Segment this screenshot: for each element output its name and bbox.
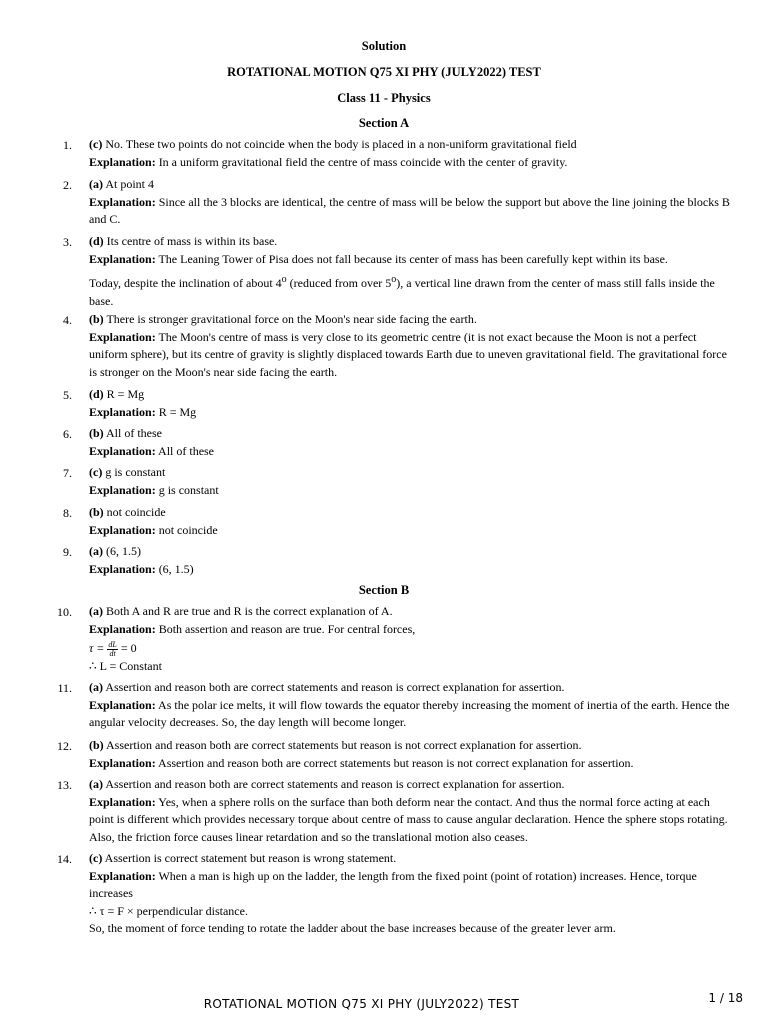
explanation-label: Explanation: [89,194,156,209]
question-number: 10. [57,605,72,619]
answer-text: g is constant [102,465,166,479]
answer-text: At point 4 [103,177,155,191]
explanation [89,329,734,382]
question-number: 3. [63,235,72,249]
answer-line [89,386,734,404]
equation-rhs: = 0 [117,641,137,655]
question-5 [89,386,734,421]
question-14 [89,850,734,938]
question-number: 14. [57,852,72,866]
explanation [89,251,734,269]
answer-line [89,776,734,794]
question-number: 6. [63,427,72,441]
explanation [89,697,734,732]
question-7 [89,464,734,499]
answer-text: (6, 1.5) [103,544,141,558]
question-11 [89,679,734,732]
answer-text: Both A and R are true and R is the correct explanation of A. [103,604,393,618]
question-13 [89,776,734,846]
question-6 [89,425,734,460]
explanation-text: In a uniform gravitational field the centre of mass coincide with the center of gravity. [155,154,568,169]
question-3 [89,233,734,310]
explanation-label: Explanation: [89,443,156,458]
section-a-heading: Section A [358,116,410,130]
explanation-continued [89,271,734,310]
explanation-text: Assertion and reason both are correct statements but reason is not correct explanation for assertion. [155,755,634,770]
answer-line [89,504,734,522]
explanation [89,794,734,847]
answer-line [89,311,734,329]
doc-class: Class 11 - Physics [337,91,431,105]
explanation-text: As the polar ice melts, it will flow towards the equator thereby increasing the moment of inertia of the earth. Hence the angular velocity decreases. So, the day length will become longer. [89,697,730,729]
explanation-text: Both assertion and reason are true. For central forces, [155,621,416,636]
explanation-label: Explanation: [89,482,156,497]
answer-option: (d) [89,387,104,401]
question-number: 4. [63,313,72,327]
answer-option: (a) [89,680,103,694]
question-10 [89,603,734,676]
page-number: 1 / 18 [708,991,743,1005]
torque-equation [89,638,734,658]
therefore-line: ∴ τ = F × perpendicular distance. [89,903,248,918]
answer-text: Assertion and reason both are correct statements and reason is correct explanation for assertion. [103,680,565,694]
explanation-text: g is constant [155,482,219,497]
explanation-label: Explanation: [89,794,156,809]
answer-option: (a) [89,777,103,791]
explanation [89,443,734,461]
explanation-text: R = Mg [155,404,197,419]
explanation [89,194,734,229]
answer-line [89,136,734,154]
answer-line [89,543,734,561]
explanation-label: Explanation: [89,404,156,419]
explanation-text: Since all the 3 blocks are identical, the centre of mass will be below the support but above the line joining the blocks B and C. [89,194,730,226]
explanation-label: Explanation: [89,154,156,169]
answer-line [89,603,734,621]
explanation [89,561,734,579]
answer-text: All of these [103,426,162,440]
answer-line [89,850,734,868]
doc-title: ROTATIONAL MOTION Q75 XI PHY (JULY2022) TEST [227,65,541,79]
answer-line [89,737,734,755]
explanation [89,404,734,422]
question-number: 5. [63,388,72,402]
question-number: 1. [63,138,72,152]
explanation-text: The Moon's centre of mass is very close to its geometric centre (it is not exact because the Moon is not a perfect uniform sphere), but its centre of gravity is slightly displaced towards Earth due to uneven gravitational field. The gravitational force is stronger on the Moon's near side facing the earth. [89,329,727,379]
explanation-text: (6, 1.5) [155,561,194,576]
answer-line [89,425,734,443]
answer-option: (b) [89,738,104,752]
explanation-label: Explanation: [89,251,156,266]
explanation-label: Explanation: [89,755,156,770]
degree-sup: o [391,274,397,285]
question-12 [89,737,734,772]
answer-option: (c) [89,851,103,865]
answer-line [89,233,734,251]
answer-text: Assertion is correct statement but reason is wrong statement. [102,851,397,865]
question-4 [89,311,734,381]
answer-text: Assertion and reason both are correct statements and reason is correct explanation for assertion. [103,777,565,791]
question-number: 12. [57,739,72,753]
conclusion-line: So, the moment of force tending to rotate the ladder about the base increases because of the greater lever arm. [89,921,616,935]
explanation-text: The Leaning Tower of Pisa does not fall because its center of mass has been carefully kept within its base. [155,251,668,266]
question-1 [89,136,734,171]
answer-option: (b) [89,505,104,519]
explanation-text: Yes, when a sphere rolls on the surface than both deform near the contact. And thus the normal force acting at each point is different which provides necessary torque about centre of mass to cause angular declaration. Hence the sphere stops rotating. Also, the friction force causes linear retardation and so the translational motion also ceases. [89,794,728,844]
explanation-label: Explanation: [89,561,156,576]
degree-sup: o [281,274,287,285]
explanation-label: Explanation: [89,621,156,636]
answer-line [89,679,734,697]
question-number: 13. [57,778,72,792]
answer-option: (a) [89,177,103,191]
explanation [89,755,734,773]
answer-text: No. These two points do not coincide when the body is placed in a non-uniform gravitational field [102,137,577,151]
answer-text: R = Mg [103,387,145,401]
question-number: 7. [63,466,72,480]
question-number: 2. [63,178,72,192]
answer-option: (a) [89,604,103,618]
doc-solution-heading: Solution [361,39,407,53]
answer-text: Assertion and reason both are correct statements but reason is not correct explanation for assertion. [103,738,582,752]
answer-text: Its centre of mass is within its base. [103,234,278,248]
explanation-label: Explanation: [89,868,156,883]
question-number: 11. [57,681,72,695]
explanation-text: All of these [155,443,215,458]
answer-option: (b) [89,312,104,326]
explanation [89,868,734,903]
answer-option: (c) [89,465,103,479]
equation-lhs: τ = [89,641,108,655]
footer-title: ROTATIONAL MOTION Q75 XI PHY (JULY2022) TEST [203,997,520,1011]
explanation-label: Explanation: [89,697,156,712]
question-number: 9. [63,545,72,559]
explanation-text: When a man is high up on the ladder, the length from the fixed point (point of rotation) increases. Hence, torque increases [89,868,697,900]
answer-line [89,176,734,194]
answer-option: (a) [89,544,103,558]
fraction-denominator: dt [109,648,116,658]
fraction-numerator: dL [108,639,117,649]
explanation-text: (reduced from over 5 [286,276,392,290]
explanation-label: Explanation: [89,329,156,344]
question-8 [89,504,734,539]
explanation [89,522,734,540]
question-9 [89,543,734,578]
section-b-heading: Section B [358,583,410,597]
answer-option: (c) [89,137,103,151]
answer-text: not coincide [103,505,166,519]
therefore-line: ∴ L = Constant [89,659,162,673]
answer-option: (b) [89,426,104,440]
explanation [89,482,734,500]
explanation-text: Today, despite the inclination of about 4 [89,276,282,290]
answer-option: (d) [89,234,104,248]
answer-line [89,464,734,482]
explanation-text: ), a vertical line drawn from the center of mass still falls inside the base. [89,276,715,308]
derivative-fraction [107,641,117,658]
explanation-text: not coincide [155,522,218,537]
explanation-label: Explanation: [89,522,156,537]
answer-text: There is stronger gravitational force on the Moon's near side facing the earth. [103,312,477,326]
question-number: 8. [63,506,72,520]
explanation [89,621,734,639]
explanation [89,154,734,172]
question-2 [89,176,734,229]
